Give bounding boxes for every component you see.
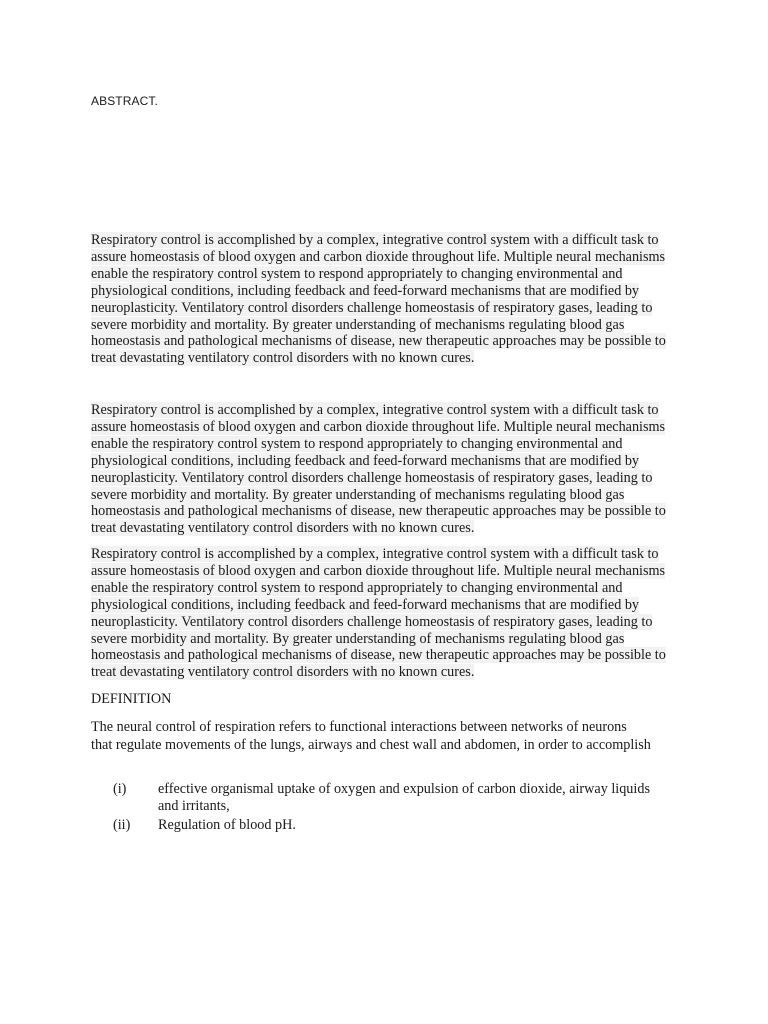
abstract-paragraph-2 bbox=[91, 402, 691, 537]
paragraph-text: Respiratory control is accomplished by a complex, integrative control system with a difficult task to assure homeostasis of blood oxygen and carbon dioxide throughout life. Multiple neural mechanisms enable the respiratory control system to respond appropriately to changing environmental and physiological conditions, including feedback and feed-forward mechanisms that are modified by neuroplasticity. Ventilatory control disorders challenge homeostasis of respiratory gases, leading to severe morbidity and mortality. By greater understanding of mechanisms regulating blood gas homeostasis and pathological mechanisms of disease, new therapeutic approaches may be possible to treat devastating ventilatory control disorders with no known cures. bbox=[91, 546, 666, 681]
abstract-paragraph-1 bbox=[91, 232, 691, 367]
list-item bbox=[91, 781, 691, 815]
definition-paragraph: The neural control of respiration refers to functional interactions between networks of neurons that regulate movements of the lungs, airways and chest wall and abdomen, in order to accomplish bbox=[91, 719, 651, 753]
list-item-number: (i) bbox=[113, 781, 127, 797]
abstract-heading: ABSTRACT. bbox=[91, 94, 158, 108]
definition-heading: DEFINITION bbox=[91, 691, 172, 707]
paragraph-text: Respiratory control is accomplished by a complex, integrative control system with a difficult task to assure homeostasis of blood oxygen and carbon dioxide throughout life. Multiple neural mechanisms enable the respiratory control system to respond appropriately to changing environmental and physiological conditions, including feedback and feed-forward mechanisms that are modified by neuroplasticity. Ventilatory control disorders challenge homeostasis of respiratory gases, leading to severe morbidity and mortality. By greater understanding of mechanisms regulating blood gas homeostasis and pathological mechanisms of disease, new therapeutic approaches may be possible to treat devastating ventilatory control disorders with no known cures. bbox=[91, 402, 666, 537]
paragraph-text: Respiratory control is accomplished by a complex, integrative control system with a difficult task to assure homeostasis of blood oxygen and carbon dioxide throughout life. Multiple neural mechanisms enable the respiratory control system to respond appropriately to changing environmental and physiological conditions, including feedback and feed-forward mechanisms that are modified by neuroplasticity. Ventilatory control disorders challenge homeostasis of respiratory gases, leading to severe morbidity and mortality. By greater understanding of mechanisms regulating blood gas homeostasis and pathological mechanisms of disease, new therapeutic approaches may be possible to treat devastating ventilatory control disorders with no known cures. bbox=[91, 232, 666, 367]
list-item-text: effective organismal uptake of oxygen and expulsion of carbon dioxide, airway liquids and irritants, bbox=[158, 781, 650, 814]
list-item-text: Regulation of blood pH. bbox=[158, 817, 296, 833]
list-item-number: (ii) bbox=[113, 817, 131, 833]
definition-list bbox=[91, 781, 691, 836]
abstract-paragraph-3 bbox=[91, 546, 691, 681]
list-item bbox=[91, 817, 691, 834]
